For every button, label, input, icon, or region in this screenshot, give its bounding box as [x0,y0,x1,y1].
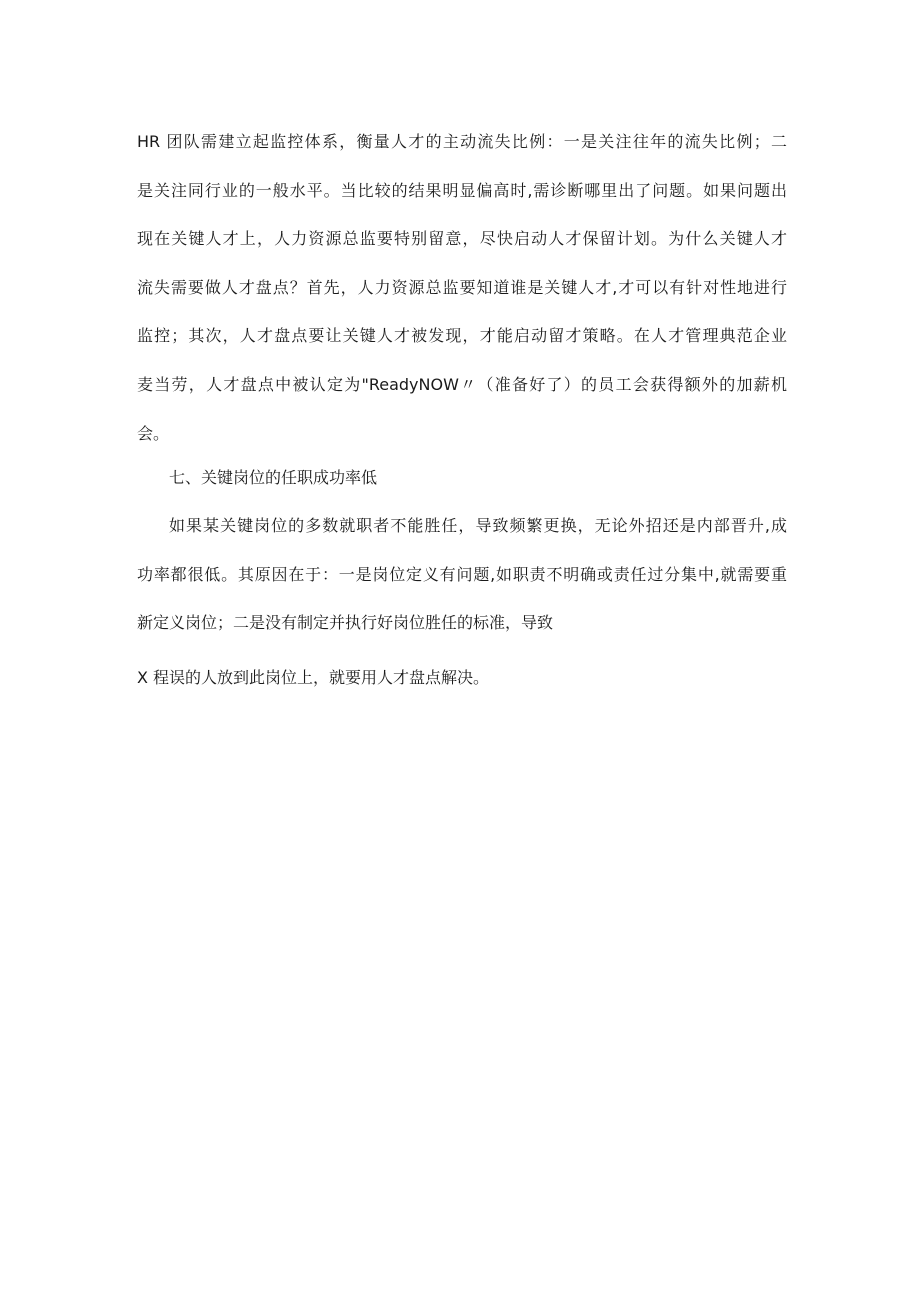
text-line: 监控；其次，人才盘点要让关键人才被发现，才能启动留才策略。在人才管理典范企业 [137,326,787,346]
text-line: HR 团队需建立起监控体系，衡量人才的主动流失比例：一是关注往年的流失比例；二 [137,132,787,151]
text-line: 麦当劳，人才盘点中被认定为"ReadyNOW〃（准备好了）的员工会获得额外的加薪机 [137,374,787,394]
paragraph-talent-loss-monitoring [137,118,787,458]
text-line: 功率都很低。其原因在于：一是岗位定义有问题,如职责不明确或责任过分集中,就需要重 [137,564,787,584]
text-line: 会。 [137,423,170,443]
section-heading-7 [137,454,787,503]
section-heading-text: 七、关键岗位的任职成功率低 [169,468,378,487]
text-line: X 程误的人放到此岗位上，就要用人才盘点解决。 [137,668,490,687]
text-line: 是关注同行业的一般水平。当比较的结果明显偏高时,需诊断哪里出了问题。如果问题出 [137,180,787,200]
paragraph-key-position-success-rate [137,502,787,648]
paragraph-continuation [137,654,787,703]
text-line: 流失需要做人才盘点？首先，人力资源总监要知道谁是关键人才,才可以有针对性地进行 [137,277,787,297]
text-line: 现在关键人才上，人力资源总监要特别留意，尽快启动人才保留计划。为什么关键人才 [137,229,787,249]
text-line: 新定义岗位；二是没有制定并执行好岗位胜任的标准，导致 [137,613,554,633]
text-line: 如果某关键岗位的多数就职者不能胜任，导致频繁更换，无论外招还是内部晋升,成 [169,516,787,535]
